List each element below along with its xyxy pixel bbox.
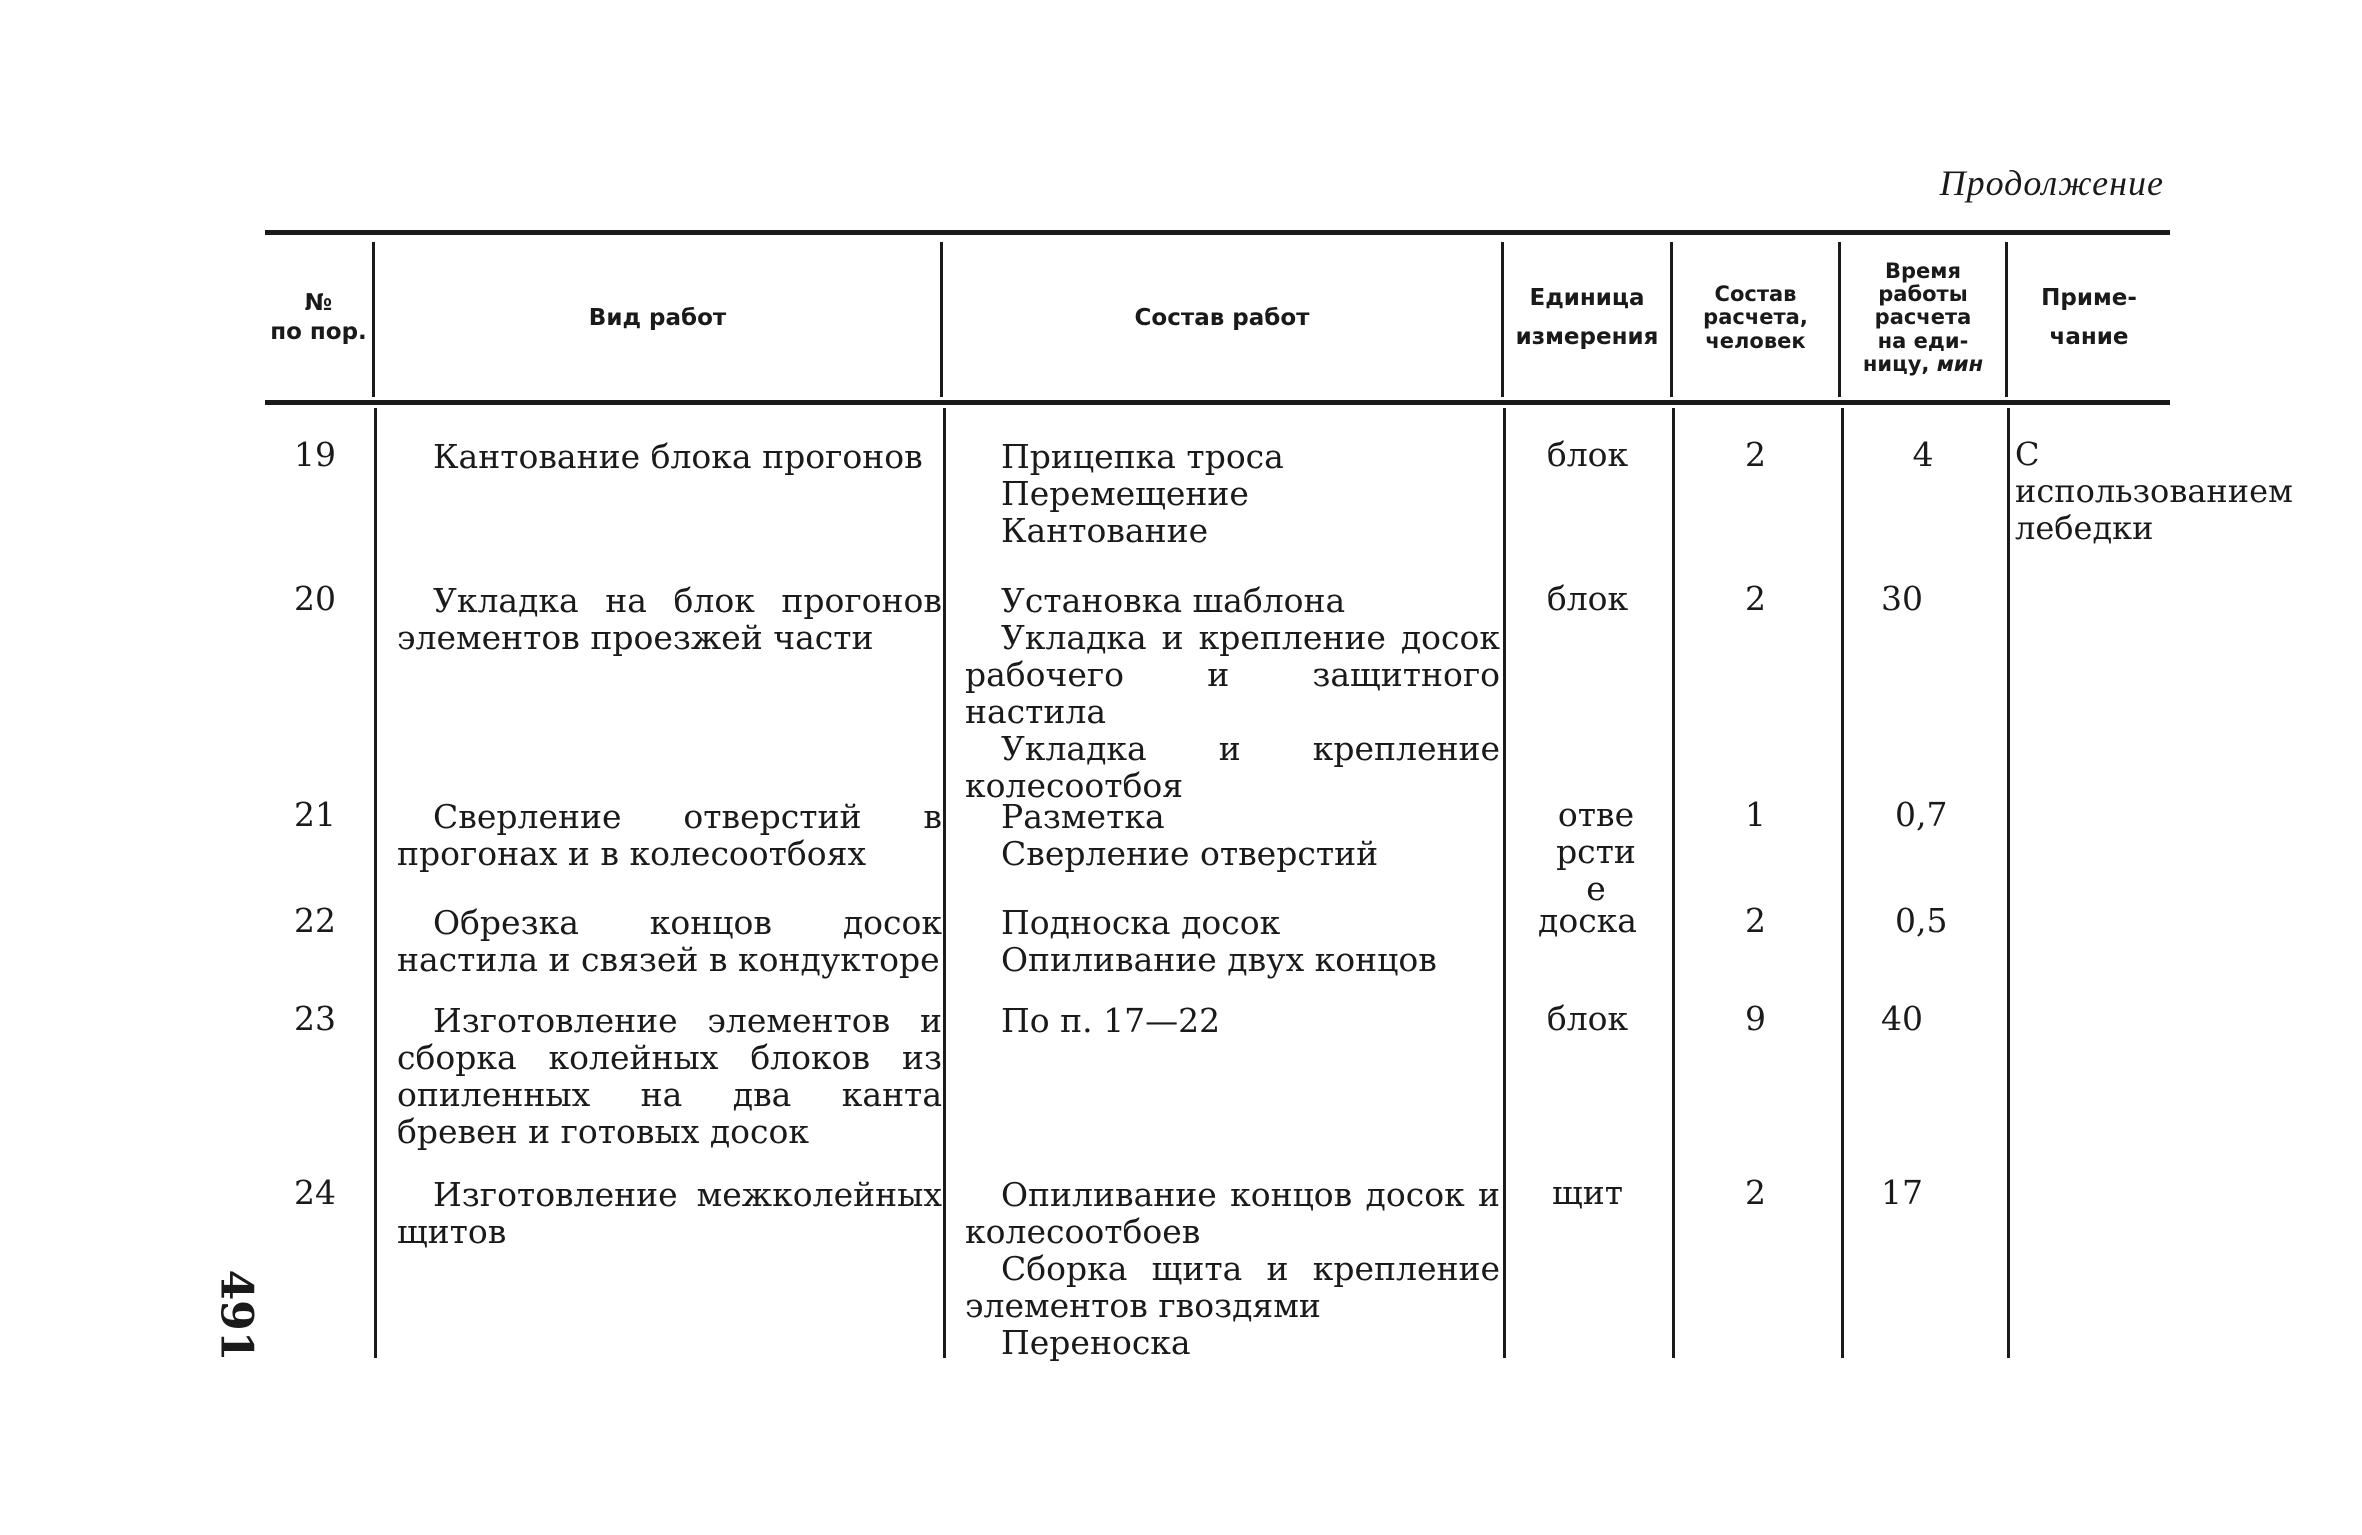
row-22-unit: доска — [1538, 901, 1637, 940]
header-num: № по пор. — [270, 290, 367, 345]
row-22-num: 22 — [294, 901, 336, 940]
row-24-unit: щит — [1552, 1173, 1623, 1212]
work-norms-table — [265, 230, 2293, 1362]
row-21-crew: 1 — [1745, 795, 1766, 834]
header-composition: Состав работ — [1134, 304, 1310, 331]
row-20-crew: 2 — [1745, 579, 1766, 618]
row-24-type: Изготовление межколейных щитов — [397, 1175, 942, 1251]
row-21-type: Сверление отверстий в прогонах и в колесоотбоях — [397, 797, 942, 873]
header-unit: Единица измерения — [1515, 284, 1659, 350]
row-23-time: 40 — [1881, 999, 1923, 1038]
row-19-unit: блок — [1546, 435, 1629, 474]
row-23-type: Изготовление элементов и сборка колейных блоков из опиленных на два канта бревен и готовых досок — [397, 1001, 942, 1151]
row-21-time: 0,7 — [1895, 795, 1948, 834]
row-21-unit: отверстие — [1556, 795, 1636, 908]
continuation-label: Продолжение — [1939, 163, 2164, 203]
row-23-num: 23 — [294, 999, 336, 1038]
row-22-type: Обрезка концов досок настила и связей в кондукторе — [397, 903, 942, 979]
row-19-time: 4 — [1912, 435, 1934, 474]
header-crew: Состав расчета, человек — [1703, 282, 1808, 353]
row-19-composition: Прицепка троса Перемещение Кантование — [1001, 437, 1284, 550]
row-19-note: С использованием лебедки — [2015, 435, 2293, 547]
col-divider — [374, 408, 377, 1358]
header-work-type: Вид работ — [588, 304, 727, 331]
col-divider — [943, 408, 946, 1358]
row-19-num: 19 — [294, 435, 336, 474]
row-23-unit: блок — [1546, 999, 1629, 1038]
col-divider — [1503, 408, 1506, 1358]
page-number: 491 — [210, 1269, 262, 1362]
row-22-crew: 2 — [1745, 901, 1766, 940]
row-21-composition: Разметка Сверление отверстий — [1001, 797, 1379, 873]
col-divider — [1672, 408, 1675, 1358]
row-23-composition: По п. 17—22 — [1001, 1001, 1221, 1040]
row-20-composition: Установка шаблона Укладка и крепление досок рабочего и защитного настила Укладка и крепление колесоотбоя — [965, 581, 1500, 805]
row-24-time: 17 — [1881, 1173, 1923, 1212]
header-note: Приме- чание — [2041, 284, 2137, 350]
row-22-composition: Подноска досок Опиливание двух концов — [1001, 903, 1437, 979]
col-divider — [1841, 408, 1844, 1358]
row-23-crew: 9 — [1745, 999, 1766, 1038]
row-20-time: 30 — [1881, 579, 1923, 618]
row-20-unit: блок — [1546, 579, 1629, 618]
row-19-type: Кантование блока прогонов — [433, 437, 923, 476]
row-19-crew: 2 — [1745, 435, 1766, 474]
header-bottom-rule — [265, 400, 2170, 405]
row-22-time: 0,5 — [1895, 901, 1948, 940]
row-24-crew: 2 — [1745, 1173, 1766, 1212]
header-time: Время работы расчета на еди- ницу, мин — [1862, 259, 1984, 376]
row-21-num: 21 — [294, 795, 336, 834]
row-24-composition: Опиливание концов досок и колесоотбоев Сборка щита и крепление элементов гвоздями Переноска — [965, 1175, 1500, 1362]
row-20-num: 20 — [294, 579, 336, 618]
row-24-num: 24 — [294, 1173, 336, 1212]
col-divider — [2007, 408, 2010, 1358]
row-20-type: Укладка на блок прогонов элементов проезжей части — [397, 581, 942, 657]
table-top-rule — [265, 230, 2170, 235]
